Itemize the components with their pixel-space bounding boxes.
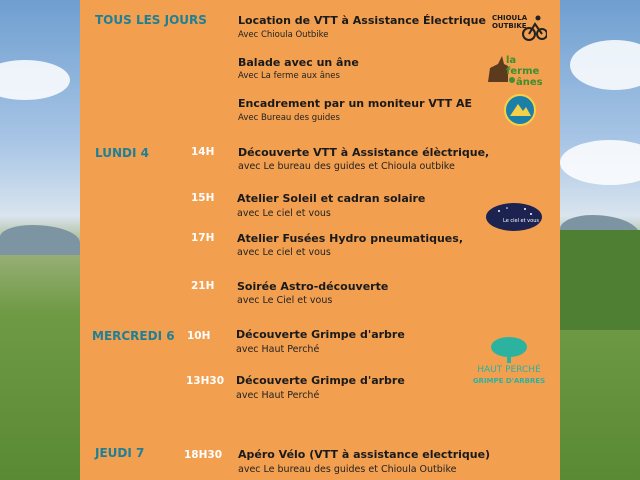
event-title: Apéro Vélo (VTT à assistance electrique): [238, 448, 491, 461]
event-subtitle: avec Le bureau des guides et Chioula Outbike: [238, 464, 457, 475]
event-subtitle: avec Haut Perché: [236, 344, 320, 355]
event-time: 13H30: [186, 375, 225, 387]
schedule-panel: [80, 0, 560, 480]
event-time: 18H30: [184, 449, 223, 461]
event-subtitle: avec Le Ciel et vous: [237, 295, 333, 306]
event-title: Atelier Fusées Hydro pneumatiques,: [237, 232, 463, 245]
trees: [560, 230, 640, 330]
logo-text: Le ciel et vous: [503, 218, 539, 224]
day-everyday: TOUS LES JOURS: [95, 13, 207, 27]
event-subtitle: avec Le bureau des guides et Chioula outbike: [238, 161, 455, 172]
event-subtitle: Avec Bureau des guides: [238, 113, 340, 123]
event-subtitle: avec Le ciel et vous: [237, 208, 331, 219]
logo-text: OUTBIKE: [492, 22, 527, 30]
logo-text: CHIOULA: [492, 14, 528, 22]
event-title: Balade avec un âne: [238, 56, 359, 69]
tree-icon: [470, 335, 548, 365]
event-time: 21H: [191, 280, 215, 292]
event-title: Découverte VTT à Assistance élèctrique,: [238, 146, 490, 159]
event-subtitle: avec Le ciel et vous: [237, 247, 331, 258]
event-subtitle: avec Haut Perché: [236, 390, 320, 401]
event-title: Atelier Soleil et cadran solaire: [237, 192, 426, 205]
event-time: 14H: [191, 146, 215, 158]
day-thursday: JEUDI 7: [95, 446, 145, 460]
event-title: Soirée Astro-découverte: [237, 280, 389, 293]
event-title: Découverte Grimpe d'arbre: [236, 328, 405, 341]
event-title: Découverte Grimpe d'arbre: [236, 374, 405, 387]
logo-text: ânes: [516, 77, 543, 88]
mountain-badge-icon: [504, 94, 536, 126]
haut-perche-logo: [470, 335, 548, 390]
event-subtitle: Avec Chioula Outbike: [238, 30, 329, 40]
night-sky-icon: [485, 202, 543, 232]
chioula-outbike-logo: [492, 10, 547, 44]
day-monday: LUNDI 4: [95, 146, 149, 160]
logo-text: HAUT PERCHÉ: [477, 365, 541, 375]
event-title: Location de VTT à Assistance Électrique: [238, 14, 486, 27]
event-title: Encadrement par un moniteur VTT AE: [238, 97, 472, 110]
le-ciel-et-vous-logo: [485, 202, 543, 232]
logo-text: GRIMPE D'ARBRES: [472, 377, 546, 385]
event-subtitle: Avec La ferme aux ânes: [238, 71, 340, 81]
day-wednesday: MERCREDI 6: [92, 329, 175, 343]
bureau-des-guides-logo: [504, 94, 536, 126]
event-time: 15H: [191, 192, 215, 204]
ferme-aux-anes-logo: [484, 52, 550, 88]
logo-text: la ferme: [506, 55, 540, 77]
event-time: 17H: [191, 232, 215, 244]
event-time: 10H: [187, 330, 211, 342]
